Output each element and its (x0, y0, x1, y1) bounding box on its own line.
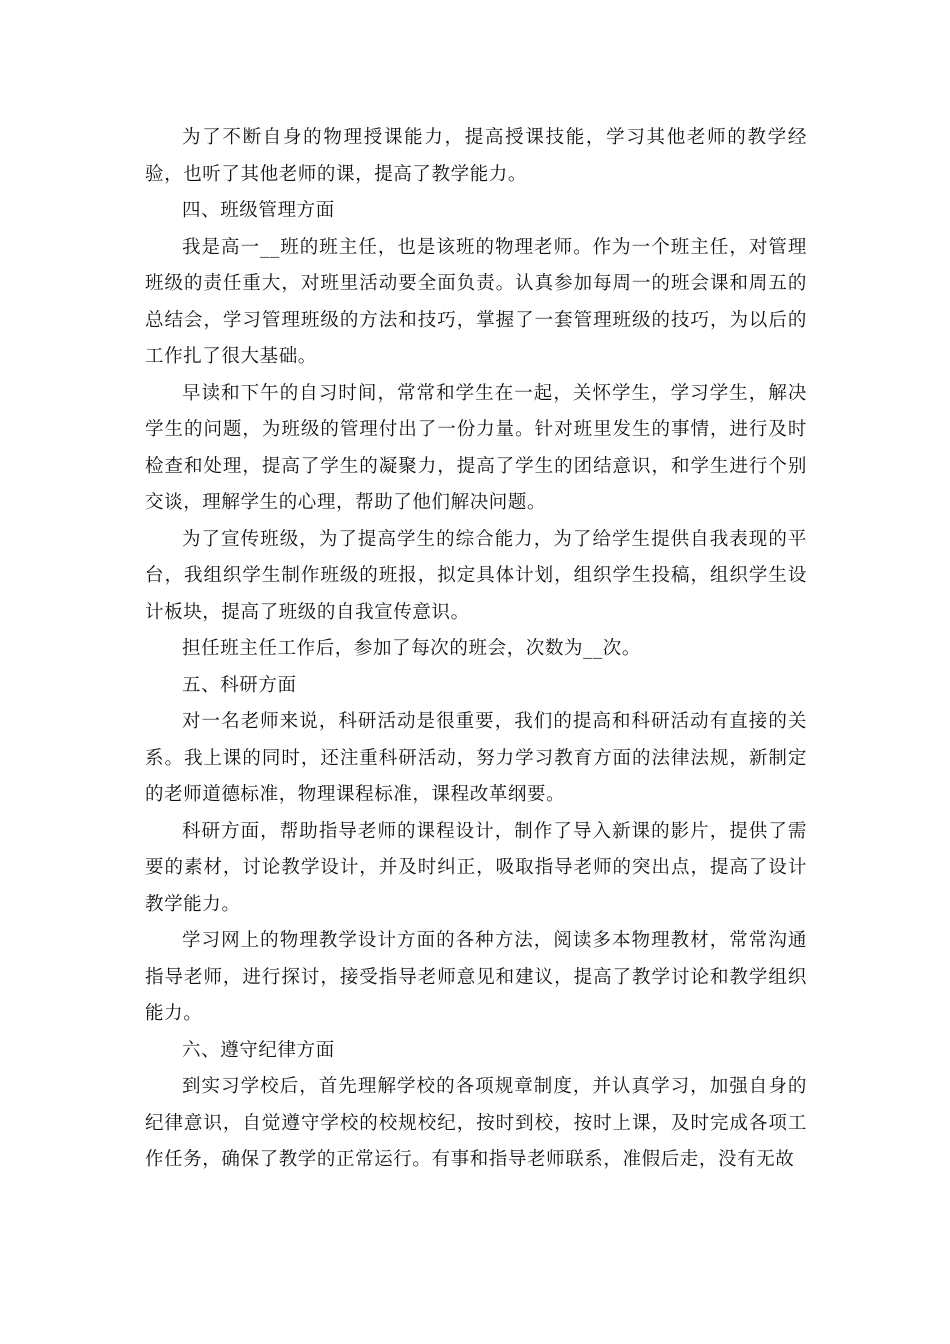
paragraph-research-importance: 对一名老师来说，科研活动是很重要，我们的提高和科研活动有直接的关系。我上课的同时，还注重科研活动，努力学习教育方面的法律法规，新制定的老师道德标准，物理课程标准，课程改革纲要。 (145, 711, 807, 805)
paragraph-head-teacher-role: 我是高一__班的班主任，也是该班的物理老师。作为一个班主任，对管理班级的责任重大，对班里活动要全面负责。认真参加每周一的班会课和周五的总结会，学习管理班级的方法和技巧，掌握了一套管理班级的技巧，为以后的工作扎了很大基础。 (145, 236, 807, 367)
paragraph-online-learning: 学习网上的物理教学设计方面的各种方法，阅读多本物理教材，常常沟通指导老师，进行探讨，接受指导老师意见和建议，提高了教学讨论和教学组织能力。 (145, 930, 807, 1024)
paragraph-research-course-design: 科研方面，帮助指导老师的课程设计，制作了导入新课的影片，提供了需要的素材，讨论教学设计，并及时纠正，吸取指导老师的突出点，提高了设计教学能力。 (145, 820, 807, 915)
section-heading-class-management: 四、班级管理方面 (182, 200, 335, 221)
paragraph-self-study-time: 早读和下午的自习时间，常常和学生在一起，关怀学生，学习学生，解决学生的问题，为班级的管理付出了一份力量。针对班里发生的事情，进行及时检查和处理，提高了学生的凝聚力，提高了学生的团结意识，和学生进行个别交谈，理解学生的心理，帮助了他们解决问题。 (145, 382, 807, 513)
paragraph-class-promotion: 为了宣传班级，为了提高学生的综合能力，为了给学生提供自我表现的平台，我组织学生制作班级的班报，拟定具体计划，组织学生投稿，组织学生设计板块，提高了班级的自我宣传意识。 (145, 528, 807, 623)
paragraph-teaching-improvement: 为了不断自身的物理授课能力，提高授课技能，学习其他老师的教学经验，也听了其他老师的课，提高了教学能力。 (145, 127, 807, 185)
paragraph-school-rules: 到实习学校后，首先理解学校的各项规章制度，并认真学习，加强自身的纪律意识，自觉遵守学校的校规校纪，按时到校，按时上课，及时完成各项工作任务，确保了教学的正常运行。有事和指导老师联系，准假后走，没有无故 (145, 1076, 807, 1170)
section-heading-discipline: 六、遵守纪律方面 (182, 1039, 335, 1061)
document-body (145, 120, 807, 1179)
section-heading-research: 五、科研方面 (182, 674, 297, 696)
paragraph-class-meetings: 担任班主任工作后，参加了每次的班会，次数为__次。 (182, 638, 642, 659)
